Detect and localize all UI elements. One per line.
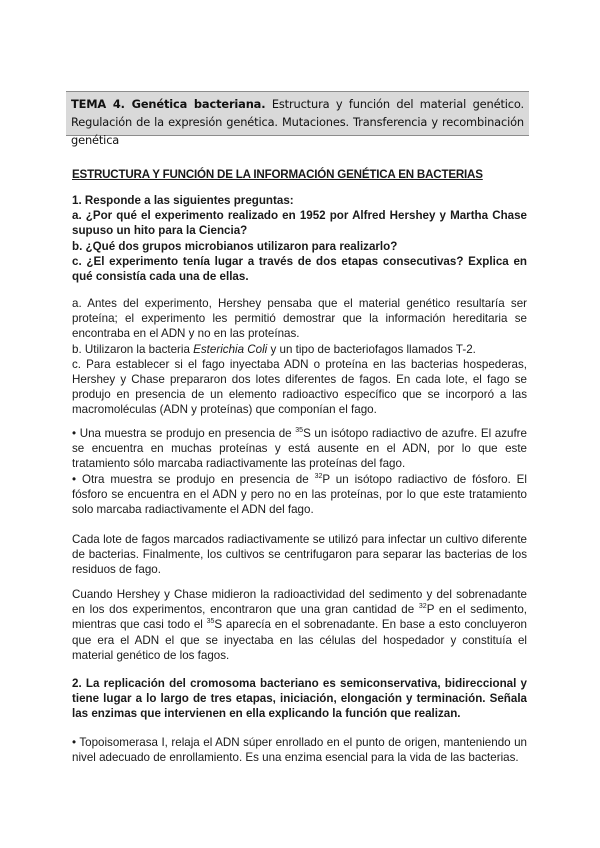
question-1 [72, 193, 527, 284]
topic-subtitle: Estructura y función del material genético. Regulación de la expresión genética. Mutaciones. Transferencia y recombinación genética [71, 97, 524, 147]
bullet-phosphorus: • Otra muestra se produjo en presencia de $^{32}$P un isótopo radiactivo de fósforo. El fósforo se encuentra en el ADN y pero no en las proteínas, por lo que este tratamiento solo marcaba radiactivamente el ADN del fago. [72, 472, 527, 517]
topic-title: TEMA 4. Genética bacteriana. [71, 97, 266, 111]
bullets-isotopes [72, 426, 527, 517]
question-1c: c. ¿El experimento tenía lugar a través de dos etapas consecutivas? Explica en qué consistía cada una de ellas. [72, 254, 527, 284]
topic-header [66, 91, 529, 147]
answer-1a: a. Antes del experimento, Hershey pensaba que el material genético resultaría ser proteína; el experimento les permitió demostrar que la información hereditaria se encontraba en el ADN y no en las proteínas. [72, 297, 527, 341]
paragraph-results: Cuando Hershey y Chase midieron la radioactividad del sedimento y del sobrenadante en los dos experimentos, encontraron que una gran cantidad de $^{32}$P en el sedimento, mientras que casi todo el $^{35}$S aparecía en el sobrenadante. En base a esto concluyeron que era el ADN el que se inyectaba en las células del hospedador y constituía el material genético de los fagos. [72, 588, 527, 662]
answer-2: • Topoisomerasa I, relaja el ADN súper enrollado en el punto de origen, manteniendo un nivel adecuado de enrollamiento. Es una enzima esencial para la vida de las bacterias. [72, 736, 527, 765]
answers-1 [72, 296, 527, 418]
answer-1b: b. Utilizaron la bacteria Esterichia Coli y un tipo de bacteriofagos llamados T-2. [72, 342, 476, 356]
paragraph-lotes: Cada lote de fagos marcados radiactivamente se utilizó para infectar un cultivo diferente de bacterias. Finalmente, los cultivos se centrifugaron para separar las bacterias de los residuos de fago. [72, 533, 527, 577]
bullet-sulfur: • Una muestra se produjo en presencia de $^{35}$S un isótopo radiactivo de azufre. El azufre se encuentra en muchas proteínas y está ausente en el ADN, por lo que este tratamiento sólo marcaba radiactivamente las proteínas del fago. [72, 427, 527, 471]
question-1b: b. ¿Qué dos grupos microbianos utilizaron para realizarlo? [72, 239, 398, 253]
question-2: 2. La replicación del cromosoma bacteriano es semiconservativa, bidireccional y tiene lugar a lo largo de tres etapas, iniciación, elongación y terminación. Señala las enzimas que intervienen en ella explicando la función que realizan. [72, 677, 527, 721]
answer-1c: c. Para establecer si el fago inyectaba ADN o proteína en las bacterias hospederas, Hershey y Chase prepararon dos lotes diferentes de fagos. En cada lote, el fago se produjo en presencia de un elemento radioactivo específico que se incorporó a las macromoléculas (ADN y proteínas) que componían el fago. [72, 357, 527, 417]
question-1a: a. ¿Por qué el experimento realizado en 1952 por Alfred Hershey y Martha Chase supuso un hito para la Ciencia? [72, 209, 527, 238]
question-1-intro: 1. Responde a las siguientes preguntas: [72, 194, 294, 207]
section-title: ESTRUCTURA Y FUNCIÓN DE LA INFORMACIÓN GENÉTICA EN BACTERIAS [72, 168, 483, 181]
bacteria-name: Esterichia Coli [193, 342, 268, 356]
